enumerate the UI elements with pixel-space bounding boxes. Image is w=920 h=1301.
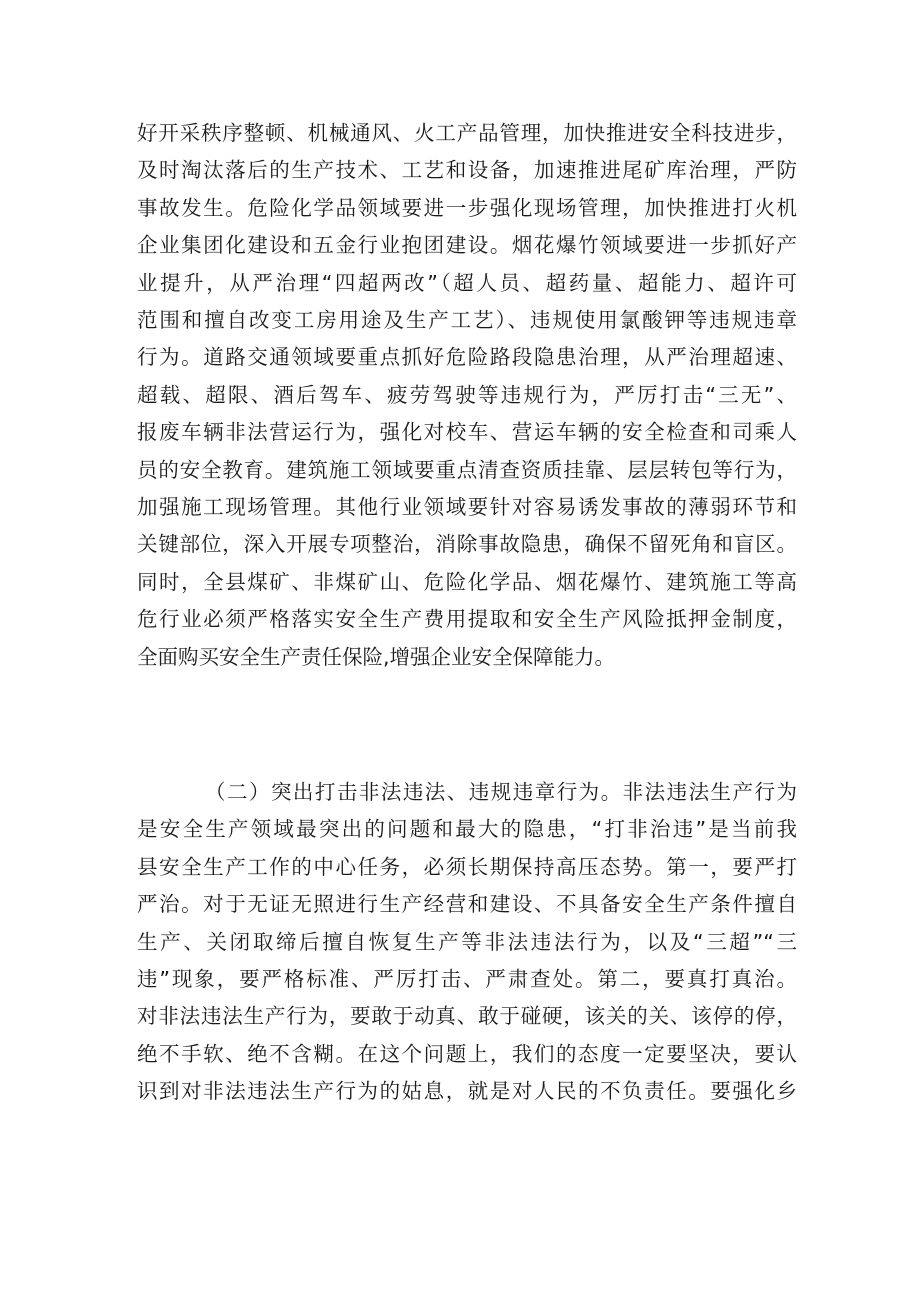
body-paragraph-1 [137,115,797,676]
paragraph-line: 生产、关闭取缔后擅自恢复生产等非法违法行为，以及“三超”“三 [137,929,797,954]
paragraph-line: 员的安全教育。建筑施工领域要重点清查资质挂靠、层层转包等行为， [137,457,797,482]
paragraph-line: 及时淘汰落后的生产技术、工艺和设备，加速推进尾矿库治理，严防 [137,158,797,183]
paragraph-line: 超载、超限、酒后驾车、疲劳驾驶等违规行为，严厉打击“三无”、 [137,382,797,407]
paragraph-line: 对非法违法生产行为，要敢于动真、敢于碰硬，该关的关、该停的停， [137,1004,797,1029]
paragraph-line: 行为。道路交通领域要重点抓好危险路段隐患治理，从严治理超速、 [137,345,797,370]
paragraph-line: 关键部位，深入开展专项整治，消除事故隐患，确保不留死角和盲区。 [137,532,797,557]
paragraph-line: 范围和擅自改变工房用途及生产工艺）、违规使用氯酸钾等违规违章 [137,308,797,333]
paragraph-line: 业提升，从严治理“四超两改”（超人员、超药量、超能力、超许可 [137,270,797,295]
paragraph-line: 县安全生产工作的中心任务，必须长期保持高压态势。第一，要严打 [137,854,797,879]
paragraph-line: 加强施工现场管理。其他行业领域要针对容易诱发事故的薄弱环节和 [137,495,797,520]
paragraph-line: 企业集团化建设和五金行业抱团建设。烟花爆竹领域要进一步抓好产 [137,233,797,258]
paragraph-line: 绝不手软、绝不含糊。在这个问题上，我们的态度一定要坚决，要认 [137,1041,797,1066]
paragraph-line: 同时，全县煤矿、非煤矿山、危险化学品、烟花爆竹、建筑施工等高 [137,569,797,594]
body-paragraph-2 [137,774,797,1111]
paragraph-line: 识到对非法违法生产行为的姑息，就是对人民的不负责任。要强化乡 [137,1079,797,1104]
paragraph-line: 报废车辆非法营运行为，强化对校车、营运车辆的安全检查和司乘人 [137,420,797,445]
paragraph-line: 危行业必须严格落实安全生产费用提取和安全生产风险抵押金制度， [137,607,797,632]
paragraph-line: 全面购买安全生产责任保险,增强企业安全保障能力。 [137,644,616,669]
paragraph-line: 事故发生。危险化学品领域要进一步强化现场管理，加快推进打火机 [137,195,797,220]
paragraph-line: 好开采秩序整顿、机械通风、火工产品管理，加快推进安全科技进步， [137,121,797,145]
paragraph-line: 严治。对于无证无照进行生产经营和建设、不具备安全生产条件擅自 [137,892,797,917]
paragraph-line: 是安全生产领域最突出的问题和最大的隐患，“打非治违”是当前我 [137,817,797,842]
paragraph-line: 违”现象，要严格标准、严厉打击、严肃查处。第二，要真打真治。 [137,967,797,992]
paragraph-line: （二）突出打击非法违法、违规违章行为。非法违法生产行为 [205,780,797,804]
